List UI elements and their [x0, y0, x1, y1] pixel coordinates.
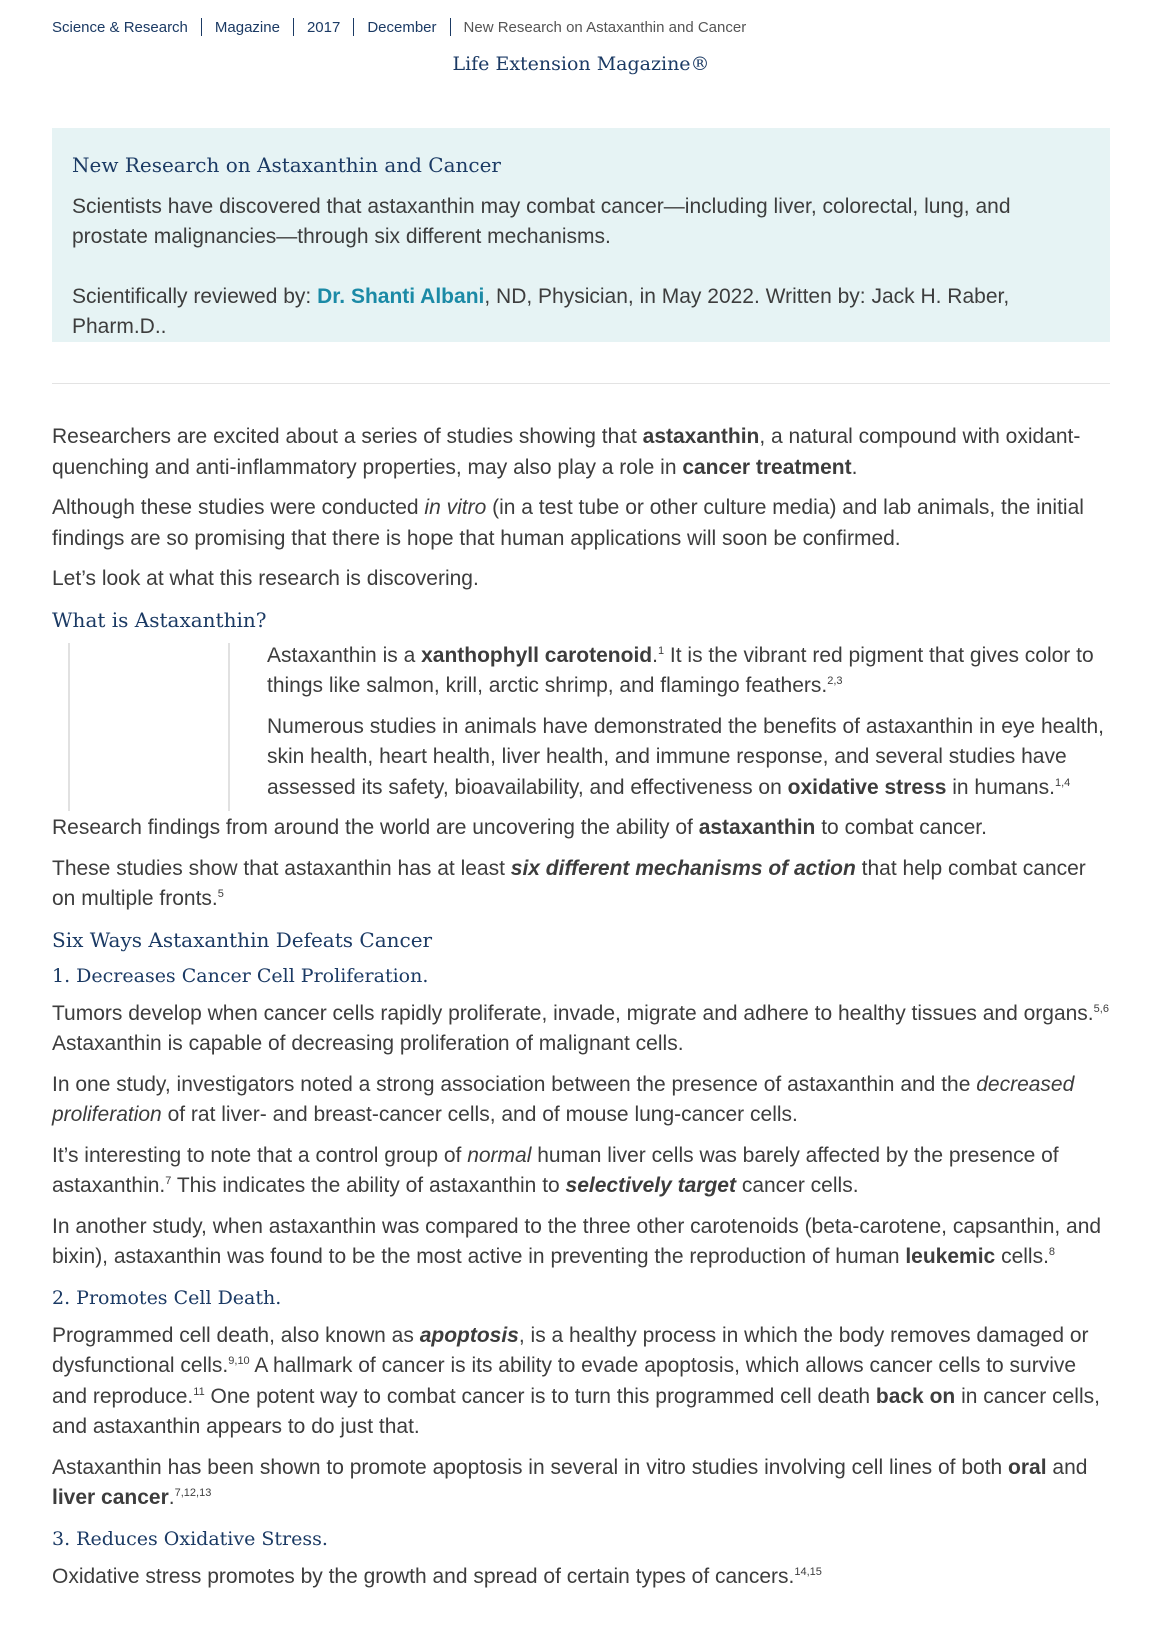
paragraph: Oxidative stress promotes by the growth and spread of certain types of cancers.$^{14,15}$ [52, 1564, 822, 1588]
paragraph: Astaxanthin is a xanthophyll carotenoid.$^1$ It is the vibrant red pigment that gives color to things like salmon, krill, arctic shrimp, and flamingo feathers.$^{2,3}$ [267, 643, 1094, 697]
citation[interactable]: 8 [1048, 1246, 1056, 1258]
paragraph: It’s interesting to note that a control group of normal human liver cells was barely affected by the presence of astaxanthin.$^7$ This indicates the ability of astaxanthin to selectively target cancer cells. [52, 1143, 1059, 1197]
citation[interactable]: 2,3 [827, 675, 843, 687]
paragraph: Programmed cell death, also known as apoptosis, is a healthy process in which the body removes damaged or dysfunctional cells.$^{9,10}$ A hallmark of cancer is its ability to evade apoptosis, which allows cancer cells to survive and reproduce.$^{11}$ One potent way to combat cancer is to turn this programmed cell death back on in cancer cells, and astaxanthin appears to do just that. [52, 1323, 1100, 1438]
breadcrumb-current: New Research on Astaxanthin and Cancer [463, 18, 747, 36]
citation[interactable]: 1,4 [1054, 776, 1071, 789]
article-title: New Research on Astaxanthin and Cancer [72, 153, 501, 177]
paragraph: In one study, investigators noted a strong association between the presence of astaxanthin and the decreased proliferation of rat liver- and breast-cancer cells, and of mouse lung-cancer cells. [52, 1072, 1075, 1126]
breadcrumb-2017[interactable]: 2017 [306, 18, 341, 36]
paragraph: Let’s look at what this research is discovering. [52, 567, 479, 590]
reviewer-link[interactable]: Dr. Shanti Albani [317, 285, 485, 308]
section-heading-what-is-astaxanthin: What is Astaxanthin? [52, 607, 267, 632]
citation[interactable]: 14,15 [794, 1565, 822, 1578]
paragraph: In another study, when astaxanthin was compared to the three other carotenoids (beta-carotene, capsanthin, and bixin), astaxanthin was found to be the most active in preventing the reproduction of human leukemic cells.$^8$ [52, 1214, 1102, 1268]
breadcrumb-separator [450, 18, 451, 36]
magazine-title[interactable]: Life Extension Magazine® [452, 53, 710, 75]
citation[interactable]: 11 [193, 1385, 205, 1398]
citation[interactable]: 7 [165, 1175, 172, 1187]
paragraph: Numerous studies in animals have demonstrated the benefits of astaxanthin in eye health, skin health, heart health, liver health, and immune response, and several studies have assessed its safety, bioavailability, and effectiveness on oxidative stress in humans.$^{1,4}$ [267, 714, 1104, 799]
subheading-promotes-cell-death: 2. Promotes Cell Death. [52, 1286, 282, 1309]
paragraph: Researchers are excited about a series of studies showing that astaxanthin, a natural compound with oxidant-quenching and anti-inflammatory properties, may also play a role in cancer treatment. [52, 425, 1081, 479]
breadcrumb-science-research[interactable]: Science & Research [52, 18, 188, 36]
section-heading-six-ways: Six Ways Astaxanthin Defeats Cancer [52, 927, 433, 952]
paragraph: Research findings from around the world are uncovering the ability of astaxanthin to combat cancer. [52, 816, 987, 839]
citation[interactable]: 5 [217, 888, 224, 900]
review-suffix: , ND, Physician, in May 2022. Written by: Jack H. Raber, Pharm.D.. [72, 285, 1010, 338]
paragraph: Astaxanthin has been shown to promote apoptosis in several in vitro studies involving cell lines of both oral and liver cancer.$^{7,12,13}$ [52, 1455, 1088, 1509]
citation[interactable]: 1 [657, 644, 665, 657]
review-prefix: Scientifically reviewed by: [72, 285, 318, 308]
review-line [72, 282, 1090, 342]
article-description: Scientists have discovered that astaxanthin may combat cancer—including liver, colorectal, lung, and prostate malignancies—through six different mechanisms. [72, 195, 1011, 248]
breadcrumb-magazine[interactable]: Magazine [214, 18, 280, 36]
image-placeholder [68, 643, 230, 811]
breadcrumb-december[interactable]: December [367, 18, 437, 36]
paragraph: These studies show that astaxanthin has at least six different mechanisms of action that help combat cancer on multiple fronts.$^5$ [52, 856, 1086, 910]
breadcrumb-separator [293, 18, 294, 36]
paragraph: Tumors develop when cancer cells rapidly proliferate, invade, migrate and adhere to healthy tissues and organs.$^{5,6}$ Astaxanthin is capable of decreasing proliferation of malignant cells. [52, 1001, 1109, 1055]
citation[interactable]: 5,6 [1093, 1002, 1109, 1015]
article-summary-box [52, 128, 1110, 342]
citation[interactable]: 7,12,13 [174, 1487, 212, 1499]
divider [52, 383, 1110, 384]
breadcrumb [52, 18, 746, 36]
citation[interactable]: 9,10 [228, 1355, 250, 1367]
article-body [52, 422, 1110, 1602]
image-text-block [52, 641, 1110, 804]
paragraph: Although these studies were conducted in vitro (in a test tube or other culture media) and lab animals, the initial findings are so promising that there is hope that human applications will soon be confirmed. [52, 496, 1084, 550]
subheading-reduces-oxidative-stress: 3. Reduces Oxidative Stress. [52, 1527, 328, 1550]
subheading-decreases-proliferation: 1. Decreases Cancer Cell Proliferation. [52, 964, 429, 987]
breadcrumb-separator [353, 18, 354, 36]
breadcrumb-separator [201, 18, 202, 36]
